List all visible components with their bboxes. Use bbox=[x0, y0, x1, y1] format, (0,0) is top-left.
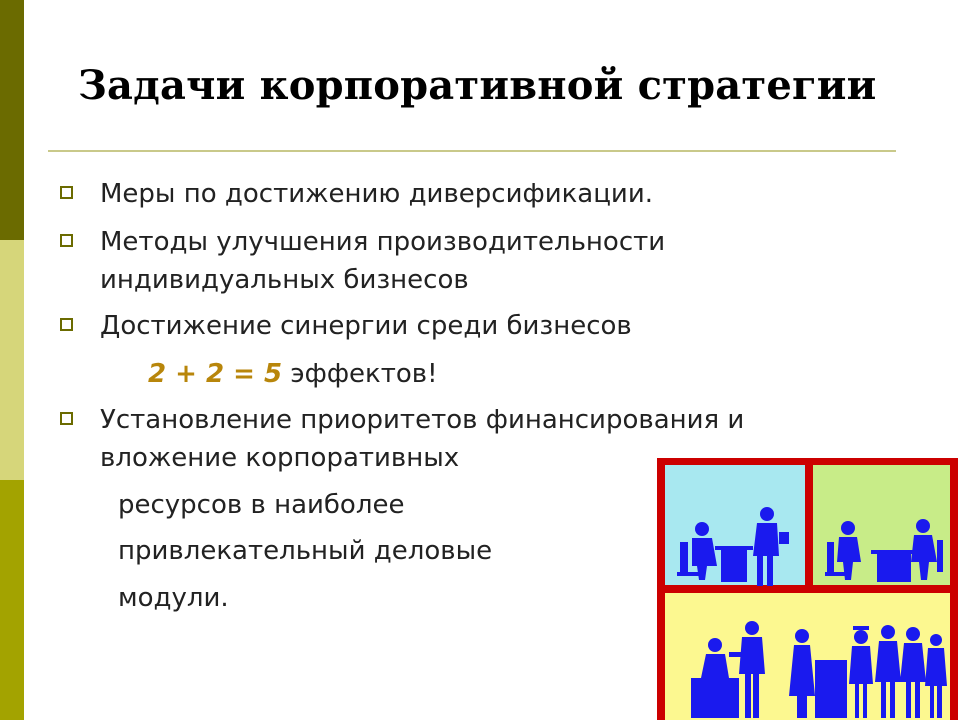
bullet-square-icon bbox=[60, 412, 73, 425]
synergy-suffix: эффектов! bbox=[282, 359, 438, 389]
table-body-icon bbox=[877, 554, 911, 582]
continuation-line-1: ресурсов в наиболее bbox=[118, 490, 405, 520]
sidebar-band-top bbox=[0, 0, 24, 240]
synergy-formula-line bbox=[148, 356, 438, 392]
title-divider bbox=[48, 150, 896, 152]
filing-cabinet-icon bbox=[815, 660, 847, 718]
table-icon bbox=[871, 550, 917, 554]
slide-title: Задачи корпоративной стратегии bbox=[78, 62, 877, 109]
bullet-text: Установление приоритетов финансирования и bbox=[100, 405, 745, 435]
bullet-text: Методы улучшения производительности bbox=[100, 227, 666, 257]
sidebar-band-bottom bbox=[0, 480, 24, 720]
bullet-square-icon bbox=[60, 234, 73, 247]
bullet-text-continued: индивидуальных бизнесов bbox=[100, 265, 469, 295]
continuation-line-3: модули. bbox=[118, 583, 229, 613]
desk-icon bbox=[715, 546, 753, 550]
desk-body-icon bbox=[721, 550, 747, 582]
bullet-square-icon bbox=[60, 318, 73, 331]
synergy-formula: 2 + 2 = 5 bbox=[148, 359, 283, 389]
bullet-text-continued: вложение корпоративных bbox=[100, 443, 460, 473]
office-people-clipart bbox=[655, 456, 960, 720]
bullet-text: Меры по достижению диверсификации. bbox=[100, 179, 653, 209]
sidebar-band-middle bbox=[0, 240, 24, 480]
continuation-line-2: привлекательный деловые bbox=[118, 536, 493, 566]
bullet-square-icon bbox=[60, 186, 73, 199]
bullet-text: Достижение синергии среди бизнесов bbox=[100, 311, 632, 341]
